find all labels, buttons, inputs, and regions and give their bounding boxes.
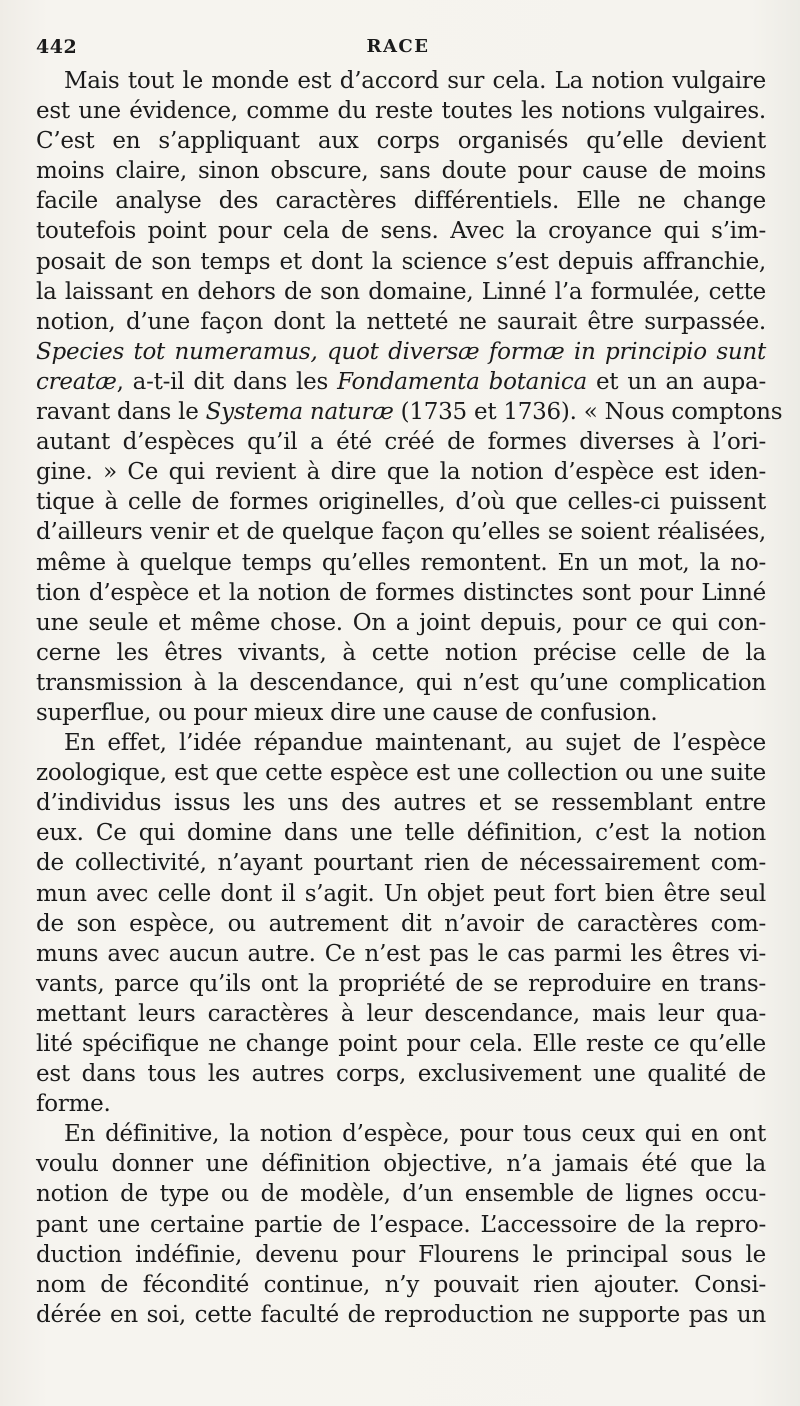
text-line: même à quelque temps qu’elles remontent. En un mot, la no- [36, 549, 766, 576]
text-line: Mais tout le monde est d’accord sur cela. La notion vulgaire [64, 68, 766, 94]
text-line: nom de fécondité continue, n’y pouvait rien ajouter. Consi- [36, 1271, 766, 1298]
text-line: dérée en soi, cette faculté de reproduction ne supporte pas un [36, 1301, 766, 1328]
text-line: En définitive, la notion d’espèce, pour tous ceux qui en ont [64, 1121, 766, 1148]
text-line: tique à celle de formes originelles, d’où que celles-ci puissent [36, 489, 766, 516]
text-line [36, 337, 766, 367]
page-number: 442 [36, 36, 78, 58]
text-line: de son espèce, ou autrement dit n’avoir de caractères com- [36, 910, 766, 937]
text-line: facile analyse des caractères différentiels. Elle ne change [36, 188, 766, 215]
text-line: est dans tous les autres corps, exclusivement une qualité de [36, 1061, 766, 1088]
italic-text: creatæ [36, 368, 117, 395]
text-line: notion de type ou de modèle, d’un ensemble de lignes occu- [36, 1181, 766, 1208]
text-line: d’ailleurs venir et de quelque façon qu’elles se soient réalisées, [36, 519, 766, 546]
text-line: posait de son temps et dont la science s’est depuis affranchie, [36, 248, 766, 275]
text-line: superflue, ou pour mieux dire une cause de confusion. [36, 699, 658, 726]
text-line: cerne les êtres vivants, à cette notion précise celle de la [36, 639, 766, 666]
text-line: muns avec aucun autre. Ce n’est pas le cas parmi les êtres vi- [36, 940, 766, 967]
text-line: eux. Ce qui domine dans une telle définition, c’est la notion [36, 820, 766, 847]
paragraph [36, 66, 783, 728]
text-line: notion, d’une façon dont la netteté ne saurait être surpassée. [36, 308, 766, 335]
text-line: duction indéfinie, devenu pour Flourens le principal sous le [36, 1241, 766, 1268]
text-line: moins claire, sinon obscure, sans doute pour cause de moins [36, 158, 766, 185]
text-line: En effet, l’idée répandue maintenant, au sujet de l’espèce [64, 730, 766, 757]
running-head: RACE [366, 36, 430, 57]
text-line: gine. » Ce qui revient à dire que la notion d’espèce est iden- [36, 459, 766, 486]
text-line: est une évidence, comme du reste toutes les notions vulgaires. [36, 98, 766, 125]
italic-text: Systema naturæ [205, 399, 394, 426]
text-line: ravant dans le Systema naturæ (1735 et 1736). « Nous comptons [36, 399, 783, 426]
italic-text: Fondamenta botanica [337, 368, 587, 395]
text-line: forme. [36, 1091, 111, 1118]
text-line: tion d’espèce et la notion de formes distinctes sont pour Linné [36, 579, 766, 606]
text-line: d’individus issus les uns des autres et se ressemblant entre [36, 790, 766, 817]
text-line: toutefois point pour cela de sens. Avec la croyance qui s’im- [36, 218, 766, 245]
text-line: C’est en s’appliquant aux corps organisés qu’elle devient [36, 128, 766, 155]
body-text [36, 66, 783, 1330]
text-line: voulu donner une définition objective, n’a jamais été que la [36, 1151, 766, 1178]
text-line: zoologique, est que cette espèce est une collection ou une suite [36, 760, 766, 787]
page-header [36, 30, 760, 66]
text-line: mun avec celle dont il s’agit. Un objet peut fort bien être seul [36, 880, 766, 907]
text-line: une seule et même chose. On a joint depuis, pour ce qui con- [36, 609, 766, 636]
text-line: la laissant en dehors de son domaine, Linné l’a formulée, cette [36, 278, 766, 305]
italic-text: Species tot numeramus, quot diversæ formæ in principio sunt [36, 338, 766, 365]
text-line: de collectivité, n’ayant pourtant rien de nécessairement com- [36, 850, 766, 877]
paragraph [36, 1119, 766, 1330]
text-line: vants, parce qu’ils ont la propriété de se reproduire en trans- [36, 970, 766, 997]
text-line: autant d’espèces qu’il a été créé de formes diverses à l’ori- [36, 429, 766, 456]
text-line: transmission à la descendance, qui n’est qu’une complication [36, 669, 766, 696]
text-line: creatæ, a-t-il dit dans les Fondamenta botanica et un an aupa- [36, 368, 767, 395]
text-line: mettant leurs caractères à leur descendance, mais leur qua- [36, 1000, 766, 1027]
paragraph [36, 728, 766, 1119]
text-line: pant une certaine partie de l’espace. L’accessoire de la repro- [36, 1211, 766, 1238]
text-line: lité spécifique ne change point pour cela. Elle reste ce qu’elle [36, 1031, 766, 1057]
